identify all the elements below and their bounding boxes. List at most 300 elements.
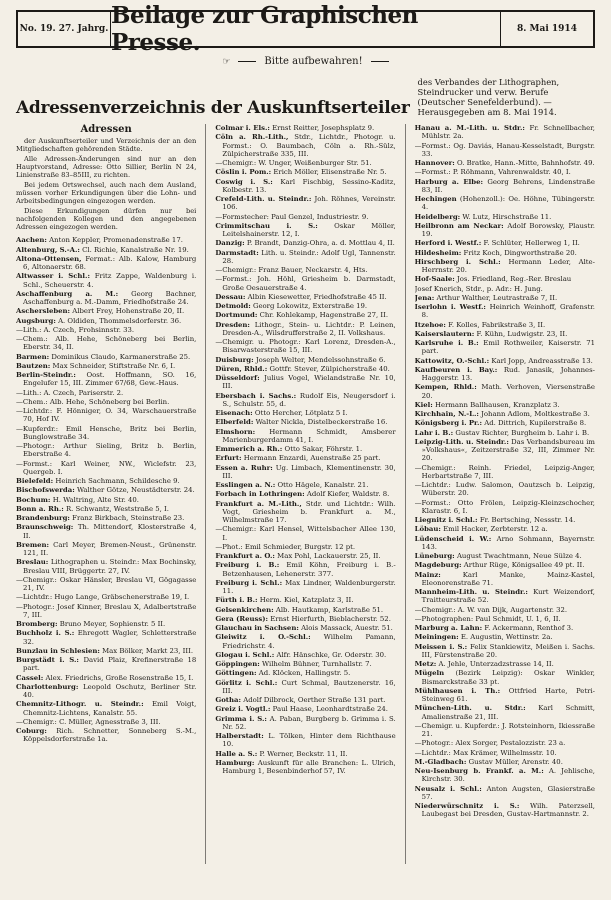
address-columns bbox=[16, 124, 595, 864]
entry-address: Julius Vogel, Wielandstraße Nr. 10, III. bbox=[222, 374, 396, 391]
entry-address: P. Brandt, Danzig-Ohra, a. d. Mottlau 4, II. bbox=[246, 239, 395, 248]
entry-address: Arno Sohmann, Bayernstr. 143. bbox=[421, 534, 595, 551]
entry-city: Burgstädt i. S.: bbox=[16, 656, 79, 664]
entry-address: —Formst.: Og. Daviás, Hanau-Kesselstadt, Burgstr. 33. bbox=[414, 141, 595, 158]
address-entry bbox=[415, 561, 595, 569]
entry-address: Felix Stankiewitz, Meißen i. Sachs. III, Fürstenstraße 20. bbox=[421, 642, 595, 659]
address-entry bbox=[215, 356, 395, 364]
address-entry bbox=[415, 339, 595, 356]
entry-city: Hanau a. M.-Lith. u. Stdr.: bbox=[414, 124, 525, 132]
entry-address: Karl Fischbig, Sessino-Kaditz, Kolbestr. 13. bbox=[222, 177, 396, 194]
entry-address: —Lichtdr.: Max Krämer, Wilhelmsstr. 10. bbox=[414, 748, 557, 757]
entry-address: —Formst.: P. Röhmann, Vahrenwaldstr. 40, I. bbox=[414, 168, 571, 177]
entry-address: Hermann Ballhausen, Kranzplatz 3. bbox=[435, 400, 560, 409]
entry-address: —Kupferdr.: Emil Hensche, Britz bei Berlin, Bunglowstraße 34. bbox=[16, 424, 197, 441]
address-entry bbox=[415, 588, 595, 605]
entry-city: Cöln a. Rh.-Lith., bbox=[215, 133, 289, 142]
entry-address: Karl Manke, Mainz-Kastel, Eleonorenstraße 71. bbox=[421, 570, 595, 587]
entry-address: Das Verbandsbureau im »Volkshaus«, Zeitzerstraße 32, III, Zimmer Nr. 20. bbox=[421, 437, 595, 463]
address-entry bbox=[215, 374, 395, 391]
address-entry bbox=[215, 596, 395, 604]
entry-address: H. Waltring, Alte Str. 40. bbox=[52, 495, 139, 504]
address-entry bbox=[415, 525, 595, 533]
entry-city: Aschaffenburg a. M.: bbox=[16, 289, 119, 298]
entry-address: Alfr. Hänschke, Gr. Oderstr. 30. bbox=[276, 650, 387, 659]
address-entry bbox=[16, 398, 196, 406]
address-entry bbox=[415, 303, 595, 320]
entry-city: Hannover: bbox=[414, 159, 455, 167]
entry-address: Walther Götze, Neustädterstr. 24. bbox=[76, 486, 195, 495]
address-entry bbox=[415, 499, 595, 516]
entry-address: —Chem.: Alb. Hehe, Schöneberg bei Berlin. bbox=[16, 397, 170, 406]
entry-address: Lith. u. Steindr.: Adolf Ugl, Tannenstr. 28. bbox=[222, 248, 396, 265]
address-entry bbox=[415, 330, 595, 338]
address-entry bbox=[215, 750, 395, 758]
address-entry bbox=[415, 294, 595, 302]
address-entry bbox=[215, 222, 395, 239]
entry-city: Brandenburg: bbox=[16, 514, 70, 522]
address-entry bbox=[415, 285, 595, 293]
entry-city: Eisenach: bbox=[215, 409, 253, 417]
intro-paragraph: Bei jedem Ortswechsel, auch nach dem Ausland, müssen vorher Erkundigungen über die Lohn- und Arbeitsbedingungen eingezogen werden. bbox=[16, 181, 197, 206]
intro-paragraph: Diese Erkundigungen dürfen nur bei nachfolgenden Kollegen und den angegebenen Adressen eingezogen werden. bbox=[16, 207, 197, 232]
address-entry bbox=[16, 335, 196, 352]
address-entry bbox=[415, 401, 595, 409]
entry-city: Gleiwitz i. O.-Schl.: bbox=[215, 633, 311, 642]
address-entry bbox=[215, 338, 395, 355]
entry-city: Bonn a. Rh.: bbox=[16, 504, 64, 513]
address-entry bbox=[16, 371, 196, 388]
address-entry bbox=[215, 759, 395, 776]
intro-lead: der Auskunftserteiler und Verzeichnis der an den Mitgliedschaften gehörenden Städte. bbox=[16, 137, 197, 154]
address-entry bbox=[215, 293, 395, 301]
address-entry bbox=[215, 311, 395, 319]
entry-address: Dominikus Claudo, Karmanerstraße 25. bbox=[51, 352, 191, 361]
entry-city: Heilbronn am Neckar: bbox=[414, 221, 504, 230]
entry-address: Math. Verhoven, Viersenstraße 20. bbox=[421, 383, 595, 400]
entry-address: Erich Möller, Elisenstraße Nr. 5. bbox=[273, 168, 387, 177]
address-entry bbox=[16, 727, 196, 744]
address-entry bbox=[415, 704, 595, 721]
entry-address: Oost. Hoffmann, SO. 16, Engelufer 15, III. Zimmer 67/68, Gew.-Haus. bbox=[23, 371, 197, 388]
address-entry bbox=[415, 410, 595, 418]
entry-city: Cassel: bbox=[16, 673, 44, 682]
directory-title: Adressenverzeichnis der Auskunftserteiler bbox=[16, 98, 410, 118]
column-3 bbox=[415, 124, 595, 864]
entry-city: Bremen: bbox=[16, 540, 50, 549]
address-entry bbox=[16, 576, 196, 593]
entry-address: Ad. Klöcken, Hallingstr. 5. bbox=[258, 669, 351, 678]
address-entry bbox=[415, 535, 595, 552]
entry-address: Fr. Schnellbacher, Mühlstr. 2a. bbox=[421, 124, 595, 141]
entry-city: Kempen, Rhld.: bbox=[414, 383, 477, 392]
entry-address: Karl Jopp, Andreasstraße 13. bbox=[491, 356, 593, 365]
entry-city: Hof-Saale: bbox=[414, 275, 455, 284]
notice-line bbox=[16, 56, 595, 67]
entry-address: Alex. Friedrichs, Große Rosenstraße 15, I. bbox=[45, 673, 194, 682]
address-entry bbox=[415, 481, 595, 498]
entry-address: A. Jehle, Unterzadzstrasse 14, II. bbox=[438, 660, 554, 668]
entry-address: Walter Nickla, Distelbeckerstraße 16. bbox=[255, 418, 388, 427]
address-entry bbox=[16, 541, 196, 558]
entry-address: —Chemigr.: W. Unger, Weißenburger Str. 51. bbox=[215, 159, 372, 167]
entry-city: Coswig i. S.: bbox=[215, 177, 273, 186]
entry-city: Mannheim-Lith. u. Steindr.: bbox=[414, 588, 528, 596]
entry-address: Cl. Richie, Kanalstraße Nr. 19. bbox=[82, 245, 189, 254]
entry-city: Mainz: bbox=[414, 570, 441, 579]
address-entry bbox=[215, 213, 395, 221]
entry-address: A. Paban, Burgberg b. Grimma i. S. Nr. 52. bbox=[222, 714, 396, 731]
entry-address: Ehregott Wagler, Schletterstraße 32. bbox=[23, 629, 197, 646]
entry-city: Cöslin i. Pom.: bbox=[215, 168, 272, 177]
entry-address: Ad. Dittrich, Kupilerstraße 8. bbox=[484, 419, 587, 428]
address-entry bbox=[215, 249, 395, 266]
address-entry bbox=[16, 629, 196, 646]
entry-address: Rudolf Eis, Neugersdorf i. S., Schulstr. 55, d. bbox=[222, 391, 396, 408]
entry-address: —Formst.: Otto Frölen, Leipzig-Kleinzschocher, Klarastr. 6, I. bbox=[414, 498, 595, 515]
entry-city: Lüdenscheid i. W.: bbox=[414, 534, 492, 543]
entry-city: Detmold: bbox=[215, 302, 251, 310]
entry-address: W. Lutz, Hirschstraße 11. bbox=[462, 212, 552, 221]
entry-address: Johann Adlom, Moltkestraße 3. bbox=[481, 410, 590, 418]
address-entry bbox=[415, 258, 595, 275]
entry-address: Albin Kiesewetter, Friedhofstraße 45 II. bbox=[247, 292, 387, 301]
entry-city: Berlin-Steindr.: bbox=[16, 371, 76, 379]
entry-address: Anton Keppler, Promenadenstraße 17. bbox=[49, 236, 183, 245]
entry-address: Bruno Meyer, Sophienstr. 5 II. bbox=[59, 620, 166, 628]
entry-address: Carl Meyer, Bremen-Neust., Grünenstr. 121, II. bbox=[23, 540, 197, 557]
address-entry bbox=[215, 321, 395, 338]
address-entry bbox=[16, 718, 196, 726]
entry-city: Gotha: bbox=[215, 696, 242, 704]
address-entry bbox=[215, 275, 395, 292]
entry-city: Görlitz i. Schl.: bbox=[215, 678, 278, 687]
address-entry bbox=[215, 732, 395, 749]
entry-address: —Chemigr.: Karl Hensel, Wittelsbacher Allee 130, I. bbox=[215, 525, 396, 542]
entry-city: Itzehoe: bbox=[414, 320, 446, 329]
entry-address: —Chemigr.: A. W. van Dijk, Augartenstr. 32. bbox=[414, 605, 568, 614]
issue-number: No. 19. 27. Jahrg. bbox=[18, 12, 111, 46]
address-entry bbox=[415, 552, 595, 560]
entry-city: Mühlhausen i. Th.: bbox=[414, 686, 501, 695]
entry-list bbox=[415, 124, 595, 819]
entry-address: Gustav Müller, Arenstr. 40. bbox=[468, 757, 563, 766]
address-entry bbox=[16, 647, 196, 655]
address-entry bbox=[215, 561, 395, 578]
entry-address: —Lith.: A. Czech, Pariserstr. 2. bbox=[16, 388, 124, 397]
entry-address: —Formst.: Karl Weiner, NW., Wiclefstr. 23, Quergeb. I. bbox=[16, 459, 197, 476]
entry-city: Dessau: bbox=[215, 292, 246, 301]
address-entry bbox=[415, 687, 595, 704]
entry-city: Charlottenburg: bbox=[16, 682, 79, 691]
entry-city: Hirschberg i. Schl.: bbox=[414, 257, 501, 266]
address-entry bbox=[215, 525, 395, 542]
address-entry bbox=[16, 255, 196, 272]
address-entry bbox=[215, 715, 395, 732]
entry-city: Lahr i. B.: bbox=[414, 428, 454, 437]
entry-city: Düsseldorf: bbox=[215, 374, 260, 382]
publication-title: Beilage zur Graphischen Presse. bbox=[111, 2, 418, 56]
notice-rule-right bbox=[371, 61, 389, 62]
entry-address: P. Werner, Beckstr. 11, II. bbox=[259, 749, 348, 758]
entry-city: M.-Gladbach: bbox=[414, 757, 467, 766]
entry-city: Bielefeld: bbox=[16, 477, 54, 485]
entry-address: Albert Frey, Hohenstraße 20, II. bbox=[72, 307, 185, 316]
entry-address: Hermann Schmidt, Amsberer Marienburgerdamm 41, I. bbox=[222, 427, 396, 444]
address-entry bbox=[415, 357, 595, 365]
entry-city: Frankfurt a. O.: bbox=[215, 552, 275, 560]
entry-address: A. Jehlische, Kirchstr. 30. bbox=[421, 767, 595, 784]
entry-address: O. Bratke, Hann.-Mitte, Bahnhofstr. 49. bbox=[457, 159, 595, 167]
entry-address: Adolf Dilbrock, Oerther Straße 131 part. bbox=[243, 696, 386, 704]
entry-address: Franz Birkbach, Steinstraße 23. bbox=[72, 514, 185, 522]
entry-city: Greiz i. Vogtl.: bbox=[215, 705, 271, 714]
entry-address: F. Kühn, Ludwigstr. 23, II. bbox=[476, 329, 568, 338]
entry-address: Karl Schmitt, Amalienstraße 21, III. bbox=[421, 704, 595, 721]
address-entry bbox=[415, 438, 595, 463]
entry-address: Ernst Reitter, Josephsplatz 9. bbox=[272, 124, 375, 132]
entry-address: Hermann Leder, Alte-Herrnstr. 20. bbox=[421, 257, 595, 274]
intro-heading: Adressen bbox=[80, 124, 132, 135]
address-entry bbox=[16, 246, 196, 254]
address-entry bbox=[415, 660, 595, 668]
column-1 bbox=[16, 124, 196, 864]
entry-city: Mügeln bbox=[414, 669, 445, 678]
column-2 bbox=[215, 124, 395, 864]
address-entry bbox=[16, 674, 196, 682]
address-entry bbox=[415, 222, 595, 239]
entry-city: Dortmund: bbox=[215, 311, 258, 320]
address-entry bbox=[215, 195, 395, 212]
entry-address: Rud. Janasik, Johannes-Haggerstr. 13. bbox=[421, 365, 595, 382]
entry-address: Heinrich Sachmann, Schildesche 9. bbox=[55, 477, 180, 485]
address-entry bbox=[415, 643, 595, 660]
entry-address: F. Schlüter, Hellerweg 1, II. bbox=[483, 239, 580, 248]
entry-city: Elmshorn: bbox=[215, 427, 256, 436]
address-entry bbox=[215, 302, 395, 310]
entry-address: A. Oldiden, Thommelsdorferstr. 36. bbox=[58, 316, 182, 325]
entry-city: Herford i. Westf.: bbox=[414, 239, 482, 248]
entry-address: —Photogr.: Arthur Sieling, Britz b. Berlin, Eberstraße 4. bbox=[16, 442, 197, 459]
entry-address: Fr. Bertsching, Nessstr. 14. bbox=[479, 516, 576, 524]
entry-address: —Photogr.: Alex Sorger, Pestalozzistr. 23 a. bbox=[414, 739, 566, 748]
entry-address: —Chemigr. u. Photogr.: Karl Lorenz, Dresden-A., Bisarwasterstraße 15, III. bbox=[215, 338, 396, 355]
entry-city: Göttingen: bbox=[215, 669, 257, 678]
entry-address: R. Schwantz, Weststraße 5, I. bbox=[65, 504, 169, 513]
entry-list bbox=[16, 236, 196, 743]
entry-address: Wilhelm Bühner, Turnhallstr. 7. bbox=[262, 660, 372, 668]
entry-city: Meiningen: bbox=[414, 633, 459, 642]
entry-city: Altwasser i. Schl.: bbox=[16, 272, 90, 281]
entry-address: Josef Knerich, Stdr., p. Adr.: H. Jung. bbox=[414, 284, 543, 293]
address-entry bbox=[415, 213, 595, 221]
entry-address: —Chemigr. u. Kupferdr.: J. Rotsteinhorn, Ikiessraße 21. bbox=[414, 721, 595, 738]
entry-address: Gustav Richter, Burgheim b. Lahr i. B. bbox=[455, 428, 590, 437]
address-entry bbox=[415, 419, 595, 427]
address-entry bbox=[415, 633, 595, 641]
entry-city: Königsberg i. Pr.: bbox=[414, 419, 483, 428]
entry-address: F. Ackermann, Renthof 3. bbox=[484, 624, 574, 632]
entry-city: Neu-Isenburg b. Frankf. a. M.: bbox=[414, 767, 544, 775]
address-entry bbox=[215, 633, 395, 650]
address-entry bbox=[415, 516, 595, 524]
entry-address: (Hohenzoll.): Oe. Höhne, Tübingerstr. 4. bbox=[421, 195, 595, 212]
entry-city: Bromberg: bbox=[16, 620, 58, 628]
address-entry bbox=[415, 749, 595, 757]
address-entry bbox=[415, 606, 595, 614]
entry-address: Fermat.: Alb. Kalow, Hamburg 6, Altonaerstr. 68. bbox=[23, 254, 197, 271]
entry-city: Colmar i. Els.: bbox=[215, 124, 270, 132]
entry-address: Emil Voigt, Chemnitz-Lichtens, Kanalstr. 55. bbox=[23, 700, 197, 717]
entry-city: Kattowitz, O.-Schl.: bbox=[414, 356, 490, 365]
address-entry bbox=[215, 159, 395, 167]
address-entry bbox=[16, 593, 196, 601]
entry-city: München-Lith. u. Stdr.: bbox=[414, 704, 526, 713]
address-entry bbox=[16, 353, 196, 361]
address-entry bbox=[215, 454, 395, 462]
issue-date: 8. Mai 1914 bbox=[500, 12, 593, 46]
entry-city: Gelsenkirchen: bbox=[215, 605, 274, 614]
address-entry bbox=[415, 785, 595, 802]
entry-city: Esslingen a. N.: bbox=[215, 481, 276, 489]
entry-address: Auskunft für alle Branchen: L. Ulrich, Hamburg 1, Besenbinderhof 57, IV. bbox=[222, 758, 396, 775]
entry-address: —Chem.: Alb. Hehe, Schöneberg bei Berlin, Eberstr. 34, II. bbox=[16, 335, 197, 352]
address-entry bbox=[415, 802, 595, 819]
entry-address: —Chemigr.: Franz Bauer, Neckarstr. 4, Hts. bbox=[215, 266, 368, 274]
entry-address: Curt Schmal, Bautzenerstr. 16, III. bbox=[222, 678, 396, 695]
entry-city: Bunzlau in Schlesien: bbox=[16, 646, 100, 655]
entry-city: Glogau i. Schl.: bbox=[215, 650, 275, 659]
address-entry bbox=[16, 317, 196, 325]
entry-city: Frankfurt a. M.-Lith., bbox=[215, 499, 302, 508]
entry-city: Freiburg i. B.: bbox=[215, 561, 280, 570]
address-entry bbox=[215, 615, 395, 623]
entry-city: Crefeld-Lith. u. Steindr.: bbox=[215, 195, 312, 203]
entry-city: Erfurt: bbox=[215, 454, 242, 463]
address-entry bbox=[215, 428, 395, 445]
entry-address: Anton Augsten, Glasierstraße 57. bbox=[421, 784, 595, 801]
entry-address: —Formst.: Joh. Höhl, Griesheim b. Darmstadt, Große Oesauerstraße 4. bbox=[215, 275, 396, 292]
address-entry bbox=[415, 383, 595, 400]
entry-address: Fritz Zappe, Waldenburg i. Schl., Scheuerstr. 4. bbox=[23, 272, 197, 289]
entry-city: Löbau: bbox=[414, 525, 441, 534]
address-entry bbox=[215, 624, 395, 632]
address-entry bbox=[16, 460, 196, 477]
entry-city: Breslau: bbox=[16, 558, 49, 567]
address-entry bbox=[16, 603, 196, 620]
address-entry bbox=[215, 392, 395, 409]
address-entry bbox=[215, 500, 395, 525]
address-entry bbox=[16, 558, 196, 575]
entry-city: Kaiserslautern: bbox=[414, 329, 475, 338]
entry-address: L. Tölken, Hinter dem Richthause 10. bbox=[222, 732, 396, 749]
address-entry bbox=[16, 389, 196, 397]
entry-city: Fürth i. B.: bbox=[215, 596, 258, 605]
entry-city: Bochum: bbox=[16, 495, 51, 504]
entry-city: Emmerich a. Rh.: bbox=[215, 445, 283, 453]
entry-address: Arthur Rüge, Königsallee 49 pt. II. bbox=[463, 561, 585, 570]
entry-address: Joseph Welter, Mendelssohnstraße 6. bbox=[255, 355, 386, 364]
entry-address: —Lichtdr.: Ludw. Salomon, Oautzsch b. Leipzig, Wüberstr. 20. bbox=[414, 481, 595, 498]
entry-address: August Twachtmann, Neue Sülze 4. bbox=[456, 552, 582, 560]
entry-city: Darmstadt: bbox=[215, 248, 259, 257]
entry-city: Barmen: bbox=[16, 352, 50, 361]
entry-address: Stdr. und Lichtdr.: Wilh. Vogt, Griesheim b. Frankfurt a. M., Wilhelmstraße 17. bbox=[222, 499, 396, 524]
entry-city: Ebersbach i. Sachs.: bbox=[215, 391, 297, 400]
entry-address: Max Pohl, Lackauerstr. 25, II. bbox=[277, 552, 381, 560]
address-entry bbox=[415, 142, 595, 159]
address-entry bbox=[16, 272, 196, 289]
entry-city: Liegnitz i. Schl.: bbox=[414, 516, 478, 524]
entry-city: Glauchau in Sachsen: bbox=[215, 624, 299, 632]
address-entry bbox=[215, 239, 395, 247]
entry-city: Braunschweig: bbox=[16, 523, 74, 532]
entry-address: Rich. Schnetter, Sonneberg S.-M., Köppelsdorferstraße 1a. bbox=[23, 727, 197, 744]
ornament-icon: ☞ bbox=[222, 56, 231, 67]
entry-city: Iserlohn i. Westf.: bbox=[414, 303, 486, 311]
entry-city: Kaufbeuren i. Bay.: bbox=[414, 365, 498, 374]
entry-city: Leipzig-Lith. u. Steindr.: bbox=[414, 437, 509, 446]
entry-city: Halberstadt: bbox=[215, 732, 264, 740]
address-entry bbox=[16, 514, 196, 522]
entry-city: Aachen: bbox=[16, 236, 47, 245]
entry-address: Lithogr., Stein- u. Lichtdr.: P. Leinen, Dresden-A., Wilsdrufferstraße 2, II. Volkshaus. bbox=[222, 320, 396, 337]
entry-address: Chr. Kohlekamp, Hagenstraße 27, II. bbox=[259, 311, 389, 320]
entry-address: Heinrich Weinhoff, Grafenstr. 8. bbox=[421, 303, 595, 320]
entry-address: Adolf Kiefer, Waldstr. 8. bbox=[306, 490, 390, 499]
address-entry bbox=[215, 124, 395, 132]
entry-city: Metz: bbox=[414, 660, 437, 668]
address-entry bbox=[215, 679, 395, 696]
entry-city: Düren, Rhld.: bbox=[215, 364, 268, 373]
address-entry bbox=[415, 624, 595, 632]
address-entry bbox=[16, 290, 196, 307]
entry-city: Karlsruhe i. B.: bbox=[414, 339, 479, 347]
address-entry bbox=[215, 696, 395, 704]
entry-address: Arthur Walther, Leutrastraße 7, II. bbox=[436, 293, 558, 302]
entry-address: Emil Köhn, Freiburg i. B.-Betzenhausen, Lehenerstr. 377. bbox=[222, 561, 396, 578]
entry-city: Chemnitz-Lithogr. u. Steindr.: bbox=[16, 700, 144, 709]
entry-city: Halle a. S.: bbox=[215, 749, 258, 758]
entry-city: Lüneburg: bbox=[414, 552, 455, 560]
address-entry bbox=[415, 195, 595, 212]
directory-subtitle: des Verbandes der Lithographen, Steindrucker und verw. Berufe (Deutscher Senefelderbund). — Herausgegeben am 8. Mai 1914. bbox=[417, 77, 560, 117]
address-entry bbox=[415, 239, 595, 247]
entry-city: Forbach in Lothringen: bbox=[215, 490, 305, 499]
entry-city: Kirchhain, N.-L.: bbox=[414, 410, 479, 418]
entry-address: Max Lindner, Waldenburgerstr. 11. bbox=[222, 578, 396, 595]
intro-block bbox=[16, 137, 196, 231]
entry-city: Aschersleben: bbox=[16, 307, 71, 316]
address-entry bbox=[415, 366, 595, 383]
entry-address: Paul Haase, Leonhardtstraße 24. bbox=[272, 705, 388, 714]
entry-city: Crimmitschau i. S.: bbox=[215, 221, 318, 230]
address-entry bbox=[16, 477, 196, 485]
entry-city: Coburg: bbox=[16, 727, 47, 735]
entry-city: Marburg a. Lahn: bbox=[414, 624, 483, 632]
address-entry bbox=[16, 407, 196, 424]
address-entry bbox=[415, 321, 595, 329]
address-entry bbox=[415, 275, 595, 283]
entry-address: Georg Lokowitz, Exterstraße 19. bbox=[252, 302, 368, 310]
entry-address: —Photographen: Paul Schmidt, U. 1, 6, II. bbox=[414, 614, 561, 623]
address-entry bbox=[215, 552, 395, 560]
entry-city: Hamburg: bbox=[215, 758, 255, 767]
address-entry bbox=[215, 133, 395, 158]
address-entry bbox=[215, 365, 395, 373]
entry-address: Stdr., Lichtdr., Photogr. u. Formst.: O. Baumbach, Cöln a. Rh.-Sülz, Zülpicherstraße 335, III. bbox=[222, 133, 396, 158]
entry-address: Leopold Oschutz, Berliner Str. 40. bbox=[23, 682, 197, 699]
